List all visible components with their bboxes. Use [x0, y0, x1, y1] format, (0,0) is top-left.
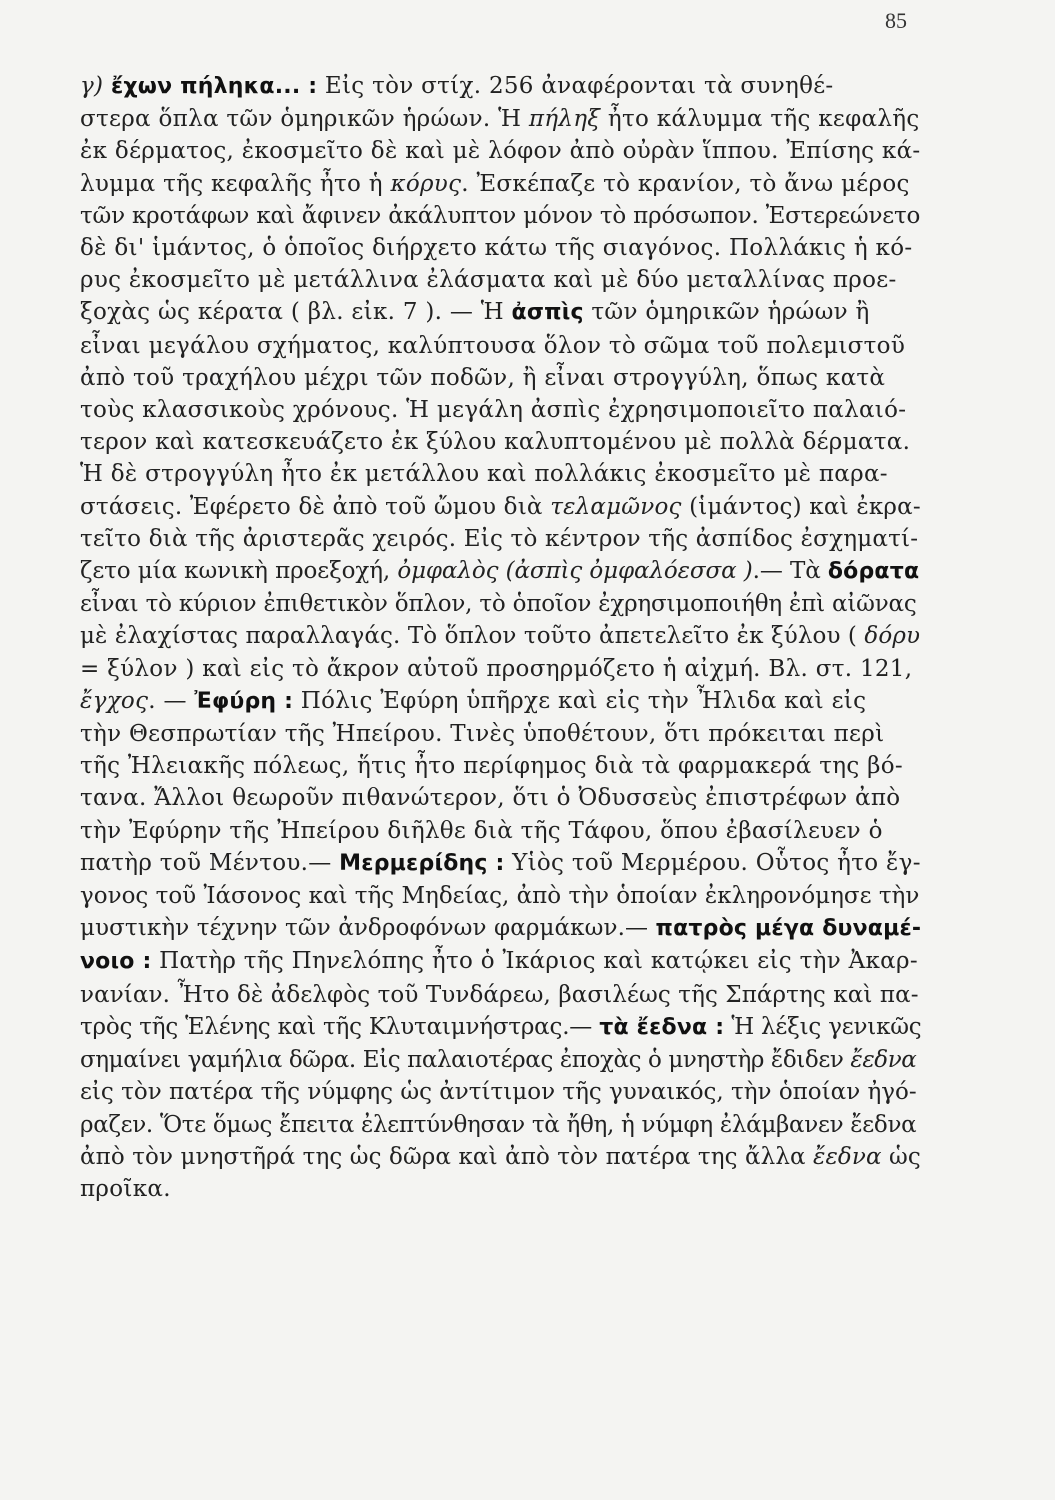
text-line — [80, 135, 922, 167]
text-line — [80, 782, 922, 814]
text-line — [80, 491, 922, 523]
text-line — [80, 620, 922, 652]
text-line — [80, 168, 922, 200]
lemma-heading: δόρατα — [827, 559, 920, 585]
text-segment: . Ἐσκέπαζε τὸ κρανίον, τὸ ἄνω μέρος — [461, 170, 910, 197]
text-line — [80, 394, 922, 426]
text-segment: . — — [148, 687, 195, 714]
text-segment: Υἱὸς τοῦ Μερμέρου. Οὗτος ἦτο ἔγ- — [504, 849, 921, 876]
text-segment: ξοχὰς ὡς κέρατα ( βλ. εἰκ. 7 ). — Ἡ — [80, 299, 512, 326]
text-line — [80, 555, 922, 588]
italic-term: κόρυς — [390, 170, 462, 197]
text-segment: νανίαν. Ἦτο δὲ ἀδελφὸς τοῦ Τυνδάρεω, βασιλέως τῆς Σπάρτης καὶ πα- — [80, 981, 919, 1008]
text-line — [80, 296, 922, 329]
text-segment: Ἡ λέξις γενικῶς — [724, 1013, 922, 1040]
text-line — [80, 426, 922, 458]
text-line — [80, 588, 922, 620]
text-line — [80, 912, 922, 945]
text-line — [80, 523, 922, 555]
lemma-heading: πατρὸς μέγα δυναμέ- — [655, 916, 922, 942]
text-segment: = ξύλον ) καὶ εἰς τὸ ἄκρον αὐτοῦ προσηρμόζετο ἡ αἰχμή. Βλ. στ. 121, — [80, 655, 913, 682]
text-line — [80, 362, 922, 394]
lemma-heading: νοιο : — [80, 949, 152, 975]
lemma-heading: ἔχων πήληκα... : — [110, 74, 318, 99]
text-segment: .— Τὰ — [752, 558, 828, 585]
text-segment: (ἱμάντος) καὶ ἐκρα- — [681, 493, 921, 520]
text-line — [80, 880, 922, 912]
text-segment: ἦτο κάλυμμα τῆς κεφαλῆς — [600, 106, 920, 133]
text-segment: ἀπὸ τοῦ τραχήλου μέχρι τῶν ποδῶν, ἢ εἶναι στρογγύλη, ὅπως κατὰ — [80, 364, 886, 391]
text-line — [80, 718, 922, 750]
text-line — [80, 685, 922, 718]
text-segment: σημαίνει γαμήλια δῶρα. Εἰς παλαιοτέρας ἐποχὰς ὁ μνηστὴρ ἔδιδεν — [80, 1047, 851, 1074]
text-segment: τὴν Ἐφύρην τῆς Ἠπείρου διῆλθε διὰ τῆς Τάφου, ὅπου ἐβασίλευεν ὁ — [80, 817, 883, 844]
text-segment: τῆς Ἠλειακῆς πόλεως, ἥτις ἦτο περίφημος διὰ τὰ φαρμακερά της βό- — [80, 753, 903, 780]
text-segment: τὴν Θεσπρωτίαν τῆς Ἠπείρου. Τινὲς ὑποθέτουν, ὅτι πρόκειται περὶ — [80, 721, 885, 748]
text-line — [80, 1141, 922, 1173]
text-segment: τρὸς τῆς Ἑλένης καὶ τῆς Κλυταιμνήστρας.— — [80, 1013, 600, 1040]
text-segment: εἰς τὸν πατέρα τῆς νύμφης ὡς ἀντίτιμον τῆς γυναικός, τὴν ὁποίαν ἠγό- — [80, 1079, 917, 1106]
text-line — [80, 1011, 922, 1044]
text-segment: λυμμα τῆς κεφαλῆς ἦτο ἡ — [80, 170, 391, 197]
text-segment: τῶν ὁμηρικῶν ἡρώων ἢ — [583, 299, 870, 326]
text-line — [80, 103, 922, 135]
text-segment: ἀπὸ τὸν μνηστῆρά της ὡς δῶρα καὶ ἀπὸ τὸν πατέρα της ἄλλα — [80, 1143, 814, 1170]
text-segment: πατὴρ τοῦ Μέντου.— — [80, 849, 340, 876]
italic-term: ἔγχος — [80, 687, 149, 714]
text-line — [80, 1044, 922, 1076]
page-number: 85 — [885, 8, 907, 33]
italic-term: δόρυ — [864, 623, 921, 650]
italic-term: ὀμφαλὸς (ἀσπὶς ὀμφαλόεσσα ) — [397, 558, 753, 585]
text-line — [80, 815, 922, 847]
text-segment: δὲ δι' ἱμάντος, ὁ ὁποῖος διήρχετο κάτω τῆς σιαγόνος. Πολλάκις ἡ κό- — [80, 235, 913, 262]
text-line — [80, 70, 922, 103]
lemma-heading: Ἐφύρη : — [194, 688, 294, 714]
text-segment: ὡς — [881, 1143, 921, 1170]
text-segment: τοὺς κλασσικοὺς χρόνους. Ἡ μεγάλη ἀσπὶς ἐχρησιμοποιεῖτο παλαιό- — [80, 397, 907, 424]
text-segment: προῖκα. — [80, 1175, 171, 1202]
text-segment: μὲ ἐλαχίστας παραλλαγάς. Τὸ ὅπλον τοῦτο ἀπετελεῖτο ἐκ ξύλου ( — [80, 623, 865, 650]
commentary-text-block — [80, 70, 922, 1205]
text-segment: εἶναι μεγάλου σχήματος, καλύπτουσα ὅλον τὸ σῶμα τοῦ πολεμιστοῦ — [80, 332, 906, 359]
lemma-heading: Μερμερίδης : — [339, 850, 505, 876]
text-segment: τεῖτο διὰ τῆς ἀριστερᾶς χειρός. Εἰς τὸ κέντρον τῆς ἀσπίδος ἐσχηματί- — [80, 525, 919, 552]
italic-term: πήληξ — [528, 106, 601, 133]
italic-term: ἔεδνα — [813, 1143, 882, 1170]
text-segment: εἶναι τὸ κύριον ἐπιθετικὸν ὅπλον, τὸ ὁποῖον ἐχρησιμοποιήθη ἐπὶ αἰῶνας — [80, 591, 917, 618]
text-segment: Πατὴρ τῆς Πηνελόπης ἦτο ὁ Ἰκάριος καὶ κατῴκει εἰς τὴν Ἀκαρ- — [151, 948, 918, 975]
text-segment: ἐκ δέρματος, ἐκοσμεῖτο δὲ καὶ μὲ λόφον ἀπὸ οὐρὰν ἵππου. Ἐπίσης κά- — [80, 138, 921, 165]
text-line — [80, 1173, 922, 1205]
text-line — [80, 330, 922, 362]
text-line — [80, 458, 922, 490]
italic-term: τελαμῶνος — [550, 493, 682, 520]
italic-term: ἔεδνα — [850, 1047, 917, 1074]
text-segment: τανα. Ἄλλοι θεωροῦν πιθανώτερον, ὅτι ὁ Ὀδυσσεὺς ἐπιστρέφων ἀπὸ — [80, 785, 901, 812]
text-line — [80, 979, 922, 1011]
text-segment: Πόλις Ἐφύρη ὑπῆρχε καὶ εἰς τὴν Ἦλιδα καὶ εἰς — [293, 687, 867, 714]
text-segment: στάσεις. Ἐφέρετο δὲ ἀπὸ τοῦ ὤμου διὰ — [80, 493, 551, 520]
text-segment: Εἰς τὸν στίχ. 256 ἀναφέρονται τὰ συνηθέ- — [317, 73, 834, 99]
text-line — [80, 1076, 922, 1108]
text-line — [80, 264, 922, 296]
text-line — [80, 200, 922, 232]
text-line — [80, 232, 922, 264]
text-segment: γονος τοῦ Ἰάσονος καὶ τῆς Μηδείας, ἀπὸ τὴν ὁποίαν ἐκληρονόμησε τὴν — [80, 883, 920, 910]
text-segment: ζετο μία κωνικὴ προεξοχή, — [80, 558, 398, 585]
italic-term: γ) — [80, 73, 111, 99]
text-segment: τερον καὶ κατεσκευάζετο ἐκ ξύλου καλυπτομένου μὲ πολλὰ δέρματα. — [80, 429, 911, 456]
text-line — [80, 750, 922, 782]
lemma-heading: τὰ ἔεδνα : — [599, 1014, 725, 1040]
text-segment: μυστικὴν τέχνην τῶν ἀνδροφόνων φαρμάκων.— — [80, 915, 656, 942]
lemma-heading: ἀσπὶς — [511, 300, 584, 326]
text-line — [80, 847, 922, 880]
text-segment: Ἡ δὲ στρογγύλη ἦτο ἐκ μετάλλου καὶ πολλάκις ἐκοσμεῖτο μὲ παρα- — [80, 461, 888, 488]
text-line — [80, 945, 922, 978]
text-segment: ραζεν. Ὅτε ὅμως ἔπειτα ἐλεπτύνθησαν τὰ ἤθη, ἡ νύμφη ἐλάμβανεν ἔεδνα — [80, 1111, 917, 1138]
text-segment: ρυς ἐκοσμεῖτο μὲ μετάλλινα ἐλάσματα καὶ μὲ δύο μεταλλίνας προε- — [80, 267, 897, 294]
text-segment: τῶν κροτάφων καὶ ἄφινεν ἀκάλυπτον μόνον τὸ πρόσωπον. Ἐστερεώνετο — [80, 202, 921, 229]
text-line — [80, 653, 922, 685]
text-line — [80, 1109, 922, 1141]
text-segment: στερα ὅπλα τῶν ὁμηρικῶν ἡρώων. Ἡ — [80, 106, 529, 133]
